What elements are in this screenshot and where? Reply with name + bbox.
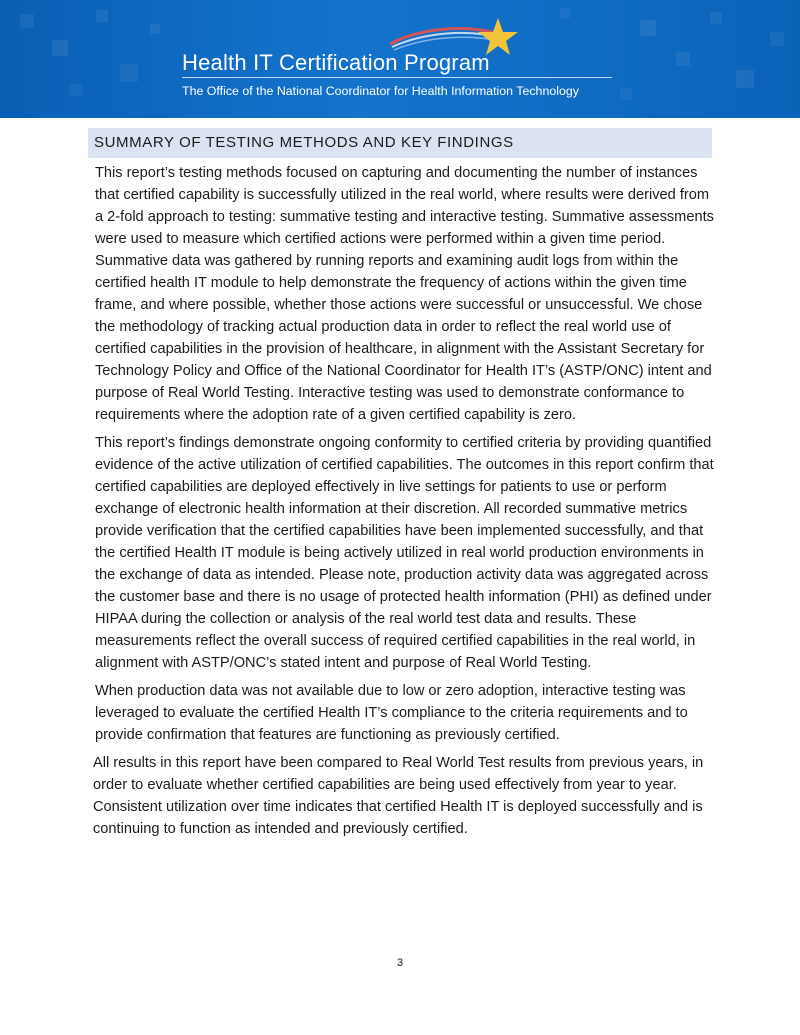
paragraph-interactive-testing: When production data was not available due to low or zero adoption, interactive testing was leveraged to evaluate the certified Health IT’s compliance to the criteria requirements and to provide confirmation that features are functioning as previously certified. xyxy=(95,683,688,743)
body-content xyxy=(95,162,717,846)
section-heading xyxy=(88,128,712,158)
title-divider xyxy=(182,77,612,78)
page-number: 3 xyxy=(396,957,404,969)
header-banner xyxy=(0,0,800,118)
section-heading-text: SUMMARY OF TESTING METHODS AND KEY FINDINGS xyxy=(94,134,514,151)
paragraph-comparison: All results in this report have been compared to Real World Test results from previous years, in order to evaluate whether certified capabilities are being used effectively from year to year. Consistent utilization over time indicates that certified Health IT is deployed successfully and is continuing to function as intended and previously certified. xyxy=(93,755,704,837)
paragraph-findings: This report’s findings demonstrate ongoing conformity to certified criteria by providing quantified evidence of the active utilization of certified capabilities. The outcomes in this report confirm that certified capabilities are deployed effectively in live settings for patients to use or perform exchange of electronic health information at their discretion. All recorded summative metrics provide verification that the certified capabilities have been implemented successfully, and that the certified Health IT module is being actively utilized in real world production environments in the exchange of data as intended. Please note, production activity data was aggregated across the customer base and there is no usage of protected health information (PHI) as defined under HIPAA during the collection or analysis of the real world test data and results. These measurements reflect the overall success of required certified capabilities in the real world, in alignment with ASTP/ONC’s stated intent and purpose of Real World Testing. xyxy=(95,435,714,671)
program-title: Health IT Certification Program xyxy=(182,50,490,75)
paragraph-testing-methods: This report’s testing methods focused on capturing and documenting the number of instances that certified capability is successfully utilized in the real world, where results were derived from a 2-fold approach to testing: summative testing and interactive testing. Summative assessments were used to measure which certified actions were performed within a given time period. Summative data was gathered by running reports and examining audit logs from within the certified health IT module to help demonstrate the frequency of actions within the given time frame, and where possible, whether those actions were successful or unsuccessful. We chose the methodology of tracking actual production data in order to reflect the real world use of certified capabilities in the provision of healthcare, in alignment with the Assistant Secretary for Technology Policy and Office of the National Coordinator for Health IT’s (ASTP/ONC) intent and purpose of Real World Testing. Interactive testing was used to demonstrate conformance to requirements where the adoption rate of a given certified capability is zero. xyxy=(95,165,714,423)
program-subtitle: The Office of the National Coordinator for Health Information Technology xyxy=(182,84,579,98)
